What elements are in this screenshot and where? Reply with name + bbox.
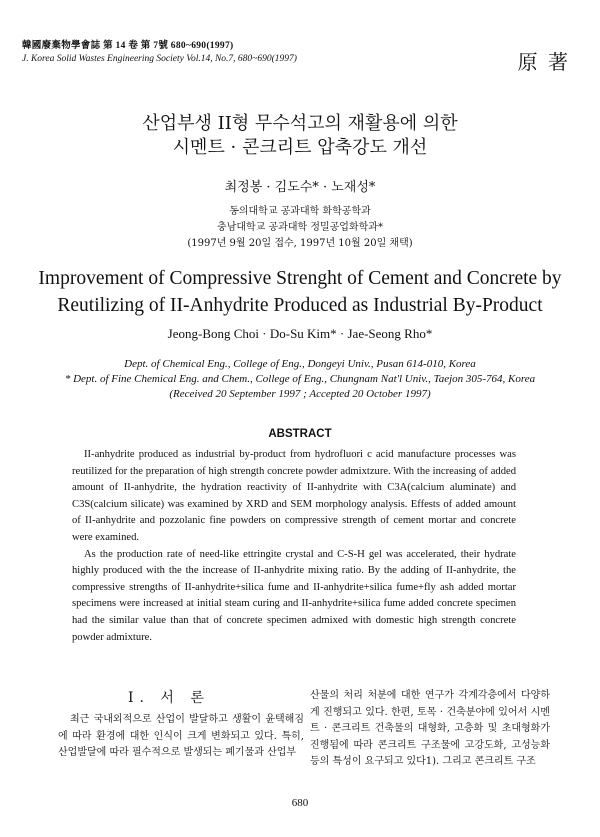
english-affiliation-2: * Dept. of Fine Chemical Eng. and Chem., College of Eng., Chungnam Nat'l Univ., Taejon 305-764, Korea — [64, 373, 536, 385]
abstract-paragraph-2: As the production rate of need-like ettringite crystal and C-S-H gel was accelerated, their hydrate highly produced with the the increase of II-anhydrite mixing ratio. By the adding of II-anhydrite, the compressive strengths of II-anhydrite+silica fume and II-anhydrite+silica fume+fly ash added mortar specimens were increased at initial steam curing and II-anhydrite+silica fume added concrete specimen had the similar value than that of concrete specimen admixed with domestic high strength concrete powder admixture. — [72, 548, 516, 643]
journal-line-korean: 韓國廢棄物學會誌 第 14 卷 第 7號 680~690(1997) — [22, 41, 234, 51]
article-type-label: 原 著 — [517, 50, 570, 74]
journal-header — [22, 40, 297, 66]
korean-received-dates: (1997년 9월 20일 접수, 1997년 10월 20일 채택) — [187, 238, 413, 249]
english-title-line-2: Reutilizing of II-Anhydrite Produced as Industrial By-Product — [57, 295, 543, 316]
english-affiliations — [0, 357, 600, 402]
intro-left-column: 최근 국내외적으로 산업이 발달하고 생활이 윤택해짐에 따라 환경에 대한 인식이 크게 변화되고 있다. 특히, 산업발달에 따라 필수적으로 발생되는 폐기물과 산업부 — [58, 714, 304, 758]
korean-title-line-2: 시멘트 · 콘크리트 압축강도 개선 — [172, 137, 428, 158]
journal-line-english: J. Korea Solid Wastes Engineering Society Vol.14, No.7, 680~690(1997) — [22, 54, 297, 64]
abstract-paragraph-1: II-anhydrite produced as industrial by-product from hydrofluori c acid manufacture processes was reutilized for the preparation of high strength concrete powder admixtzure. With the increasing of added amount of II-anhydrite, the hydration reactivity of II-anhydrite with C3A(calcium aluminate) and C3S(calcium silicate) was examined by XRD and SEM morphology analysis. Effests of added amount of II-anhydrite and pozzolanic fine powders on compressive strength of cement mortar and concrete were examined. — [72, 449, 516, 543]
section-heading: I. 서 론 — [128, 690, 210, 706]
korean-affiliation-1: 동의대학교 공과대학 화학공학과 — [229, 206, 371, 217]
english-title-line-1: Improvement of Compressive Strenght of Cement and Concrete by — [38, 268, 562, 289]
korean-title-line-1: 산업부생 II형 무수석고의 재활용에 의한 — [142, 113, 458, 134]
korean-title — [0, 112, 600, 160]
korean-authors: 최정봉 · 김도수* · 노재성* — [224, 180, 376, 195]
intro-right-column: 산물의 처리 처분에 대한 연구가 각계각층에서 다양하게 진행되고 있다. 한편, 토목 · 건축분야에 있어서 시멘트 · 콘크리트 건축물의 대형화, 고층화 및 초대형화가 진행됨에 따라 콘크리트 구조물에 고강도화, 고성능화 등의 특성이 요구되고 있다1). 그리고 콘크리트 구조 — [310, 690, 550, 767]
page-number: 680 — [291, 797, 309, 809]
english-authors: Jeong-Bong Choi · Do-Su Kim* · Jae-Seong Rho* — [167, 326, 433, 341]
abstract-heading: ABSTRACT — [268, 428, 332, 440]
english-received-dates: (Received 20 September 1997 ; Accepted 20 October 1997) — [169, 388, 431, 400]
english-affiliation-1: Dept. of Chemical Eng., College of Eng., Dongeyi Univ., Pusan 614-010, Korea — [124, 358, 476, 370]
english-title — [0, 265, 600, 319]
korean-affiliation-2: 충남대학교 공과대학 정밀공업화학과* — [217, 222, 383, 233]
abstract-body — [72, 447, 516, 646]
korean-affiliations — [0, 204, 600, 252]
